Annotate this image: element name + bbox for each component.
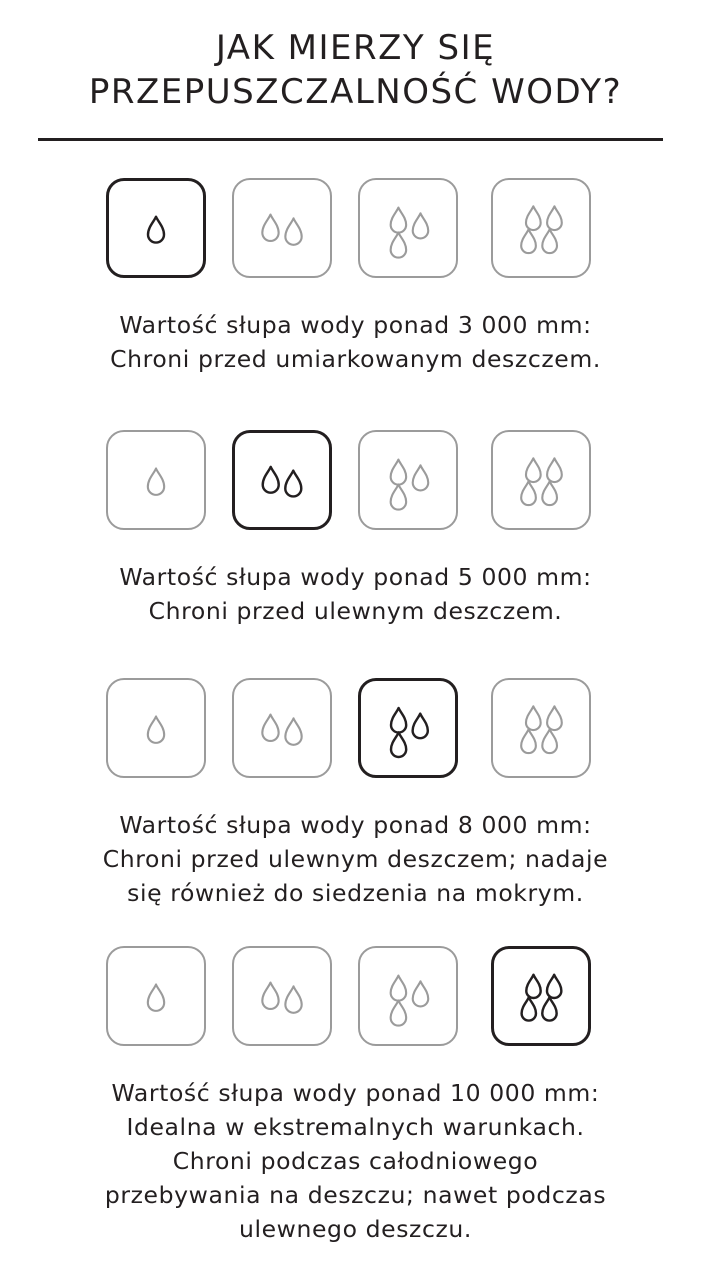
level-description bbox=[20, 308, 691, 376]
rating-icons bbox=[106, 430, 596, 534]
description-line: Wartość słupa wody ponad 10 000 mm: bbox=[111, 1079, 600, 1107]
description-line: Chroni przed ulewnym deszczem. bbox=[148, 597, 563, 625]
description-line: Chroni przed umiarkowanym deszczem. bbox=[110, 345, 601, 373]
drop-4-icon bbox=[491, 430, 591, 530]
description-line: Wartość słupa wody ponad 3 000 mm: bbox=[119, 311, 592, 339]
drop-3-icon bbox=[358, 430, 458, 530]
level-description bbox=[20, 560, 691, 628]
drop-1-icon bbox=[106, 178, 206, 278]
level-description bbox=[20, 808, 691, 910]
drop-1-icon bbox=[106, 430, 206, 530]
drop-2-icon bbox=[232, 946, 332, 1046]
description-line: Wartość słupa wody ponad 5 000 mm: bbox=[119, 563, 592, 591]
description-line: Wartość słupa wody ponad 8 000 mm: bbox=[119, 811, 592, 839]
description-line: Chroni podczas całodniowego bbox=[172, 1147, 539, 1175]
drop-3-icon bbox=[358, 946, 458, 1046]
drop-4-icon bbox=[491, 678, 591, 778]
title-divider bbox=[38, 138, 663, 141]
drop-4-icon bbox=[491, 946, 591, 1046]
drop-3-icon bbox=[358, 178, 458, 278]
drop-1-icon bbox=[106, 946, 206, 1046]
level-description bbox=[20, 1076, 691, 1246]
description-line: Chroni przed ulewnym deszczem; nadaje bbox=[102, 845, 609, 873]
description-line: się również do siedzenia na mokrym. bbox=[127, 879, 584, 907]
rating-icons bbox=[106, 178, 596, 282]
title-line-1: JAK MIERZY SIĘ bbox=[215, 28, 496, 68]
drop-4-icon bbox=[491, 178, 591, 278]
page-title bbox=[0, 26, 711, 114]
description-line: ulewnego deszczu. bbox=[239, 1215, 472, 1243]
description-line: Idealna w ekstremalnych warunkach. bbox=[126, 1113, 585, 1141]
drop-3-icon bbox=[358, 678, 458, 778]
description-line: przebywania na deszczu; nawet podczas bbox=[104, 1181, 607, 1209]
drop-1-icon bbox=[106, 678, 206, 778]
title-line-2: PRZEPUSZCZALNOŚĆ WODY? bbox=[88, 72, 623, 112]
drop-2-icon bbox=[232, 178, 332, 278]
rating-icons bbox=[106, 946, 596, 1050]
drop-2-icon bbox=[232, 678, 332, 778]
drop-2-icon bbox=[232, 430, 332, 530]
rating-icons bbox=[106, 678, 596, 782]
